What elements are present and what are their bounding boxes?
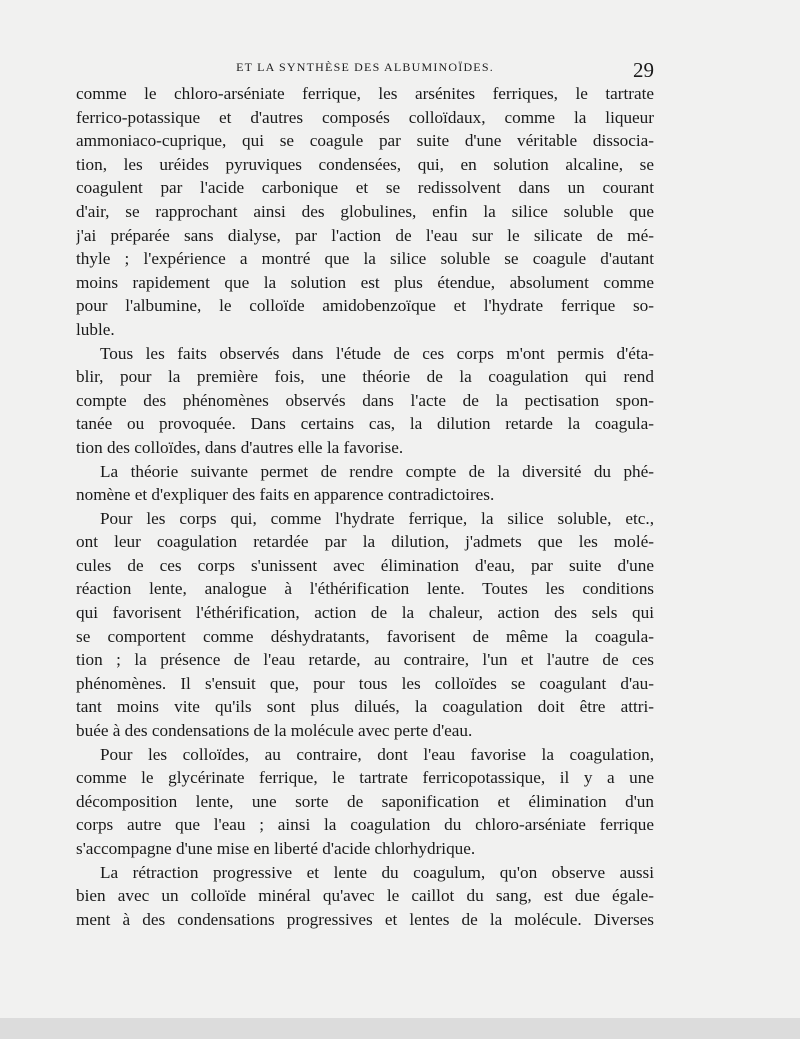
- text-line: Pour les colloïdes, au contraire, dont l'eau favorise la coagulation,: [100, 744, 654, 764]
- text-line: réaction lente, analogue à l'éthérification lente. Toutes les conditions: [76, 579, 654, 599]
- text-line: d'air, se rapprochant ainsi des globulines, enfin la silice soluble que: [76, 201, 654, 221]
- body-text: [76, 82, 654, 931]
- text-line: corps autre que l'eau ; ainsi la coagulation du chloro-arséniate ferrique: [76, 815, 654, 835]
- text-line: ont leur coagulation retardée par la dilution, j'admets que les molé-: [76, 532, 654, 552]
- text-line: ammoniaco-cuprique, qui se coagule par suite d'une véritable dissocia-: [76, 131, 654, 151]
- text-line: La rétraction progressive et lente du coagulum, qu'on observe aussi: [100, 862, 654, 882]
- text-line: comme le glycérinate ferrique, le tartrate ferricopotassique, il y a une: [76, 768, 654, 788]
- text-line: buée à des condensations de la molécule avec perte d'eau.: [76, 721, 473, 741]
- text-line: La théorie suivante permet de rendre compte de la diversité du phé-: [100, 461, 654, 481]
- text-line: tion, les uréides pyruviques condensées, qui, en solution alcaline, se: [76, 154, 654, 174]
- text-line: se comportent comme déshydratants, favorisent de même la coagula-: [76, 626, 654, 646]
- text-line: luble.: [76, 319, 115, 339]
- paragraph: [76, 507, 654, 743]
- page-number: 29: [633, 58, 654, 82]
- text-line: tion des colloïdes, dans d'autres elle la favorise.: [76, 437, 404, 457]
- text-line: ment à des condensations progressives et lentes de la molécule. Diverses: [76, 909, 654, 929]
- paragraph: [76, 743, 654, 861]
- running-head: ET LA SYNTHÈSE DES ALBUMINOÏDES.: [236, 60, 494, 74]
- paragraph: [76, 82, 654, 342]
- text-line: nomène et d'expliquer des faits en apparence contradictoires.: [76, 485, 495, 505]
- text-line: phénomènes. Il s'ensuit que, pour tous les colloïdes se coagulant d'au-: [76, 673, 654, 693]
- text-line: compte des phénomènes observés dans l'acte de la pectisation spon-: [76, 390, 654, 410]
- text-line: coagulent par l'acide carbonique et se redissolvent dans un courant: [76, 178, 654, 198]
- paragraph: [76, 861, 654, 932]
- text-line: moins rapidement que la solution est plus étendue, absolument comme: [76, 272, 654, 292]
- text-line: pour l'albumine, le colloïde amidobenzoïque et l'hydrate ferrique so-: [76, 296, 654, 316]
- text-line: thyle ; l'expérience a montré que la silice soluble se coagule d'autant: [76, 249, 654, 269]
- text-line: Pour les corps qui, comme l'hydrate ferrique, la silice soluble, etc.,: [100, 508, 654, 528]
- text-line: bien avec un colloïde minéral qu'avec le caillot du sang, est due égale-: [76, 886, 654, 906]
- page-bottom-edge: [0, 1018, 800, 1039]
- text-line: j'ai préparée sans dialyse, par l'action de l'eau sur le silicate de mé-: [76, 225, 654, 245]
- text-line: décomposition lente, une sorte de saponification et élimination d'un: [76, 791, 654, 811]
- text-line: qui favorisent l'éthérification, action de la chaleur, action des sels qui: [76, 603, 654, 623]
- text-line: tion ; la présence de l'eau retarde, au contraire, l'un et l'autre de ces: [76, 650, 654, 670]
- page-header: [76, 58, 654, 80]
- text-line: tant moins vite qu'ils sont plus dilués, la coagulation doit être attri-: [76, 697, 654, 717]
- paragraph: [76, 460, 654, 507]
- text-line: tanée ou provoquée. Dans certains cas, la dilution retarde la coagula-: [76, 414, 654, 434]
- text-line: cules de ces corps s'unissent avec élimination d'eau, par suite d'une: [76, 555, 654, 575]
- text-line: ferrico-potassique et d'autres composés colloïdaux, comme la liqueur: [76, 107, 654, 127]
- text-line: comme le chloro-arséniate ferrique, les arsénites ferriques, le tartrate: [76, 84, 654, 103]
- text-line: blir, pour la première fois, une théorie de la coagulation qui rend: [76, 367, 654, 387]
- text-line: s'accompagne d'une mise en liberté d'acide chlorhydrique.: [76, 839, 476, 858]
- paragraph: [76, 342, 654, 460]
- text-line: Tous les faits observés dans l'étude de ces corps m'ont permis d'éta-: [100, 343, 654, 363]
